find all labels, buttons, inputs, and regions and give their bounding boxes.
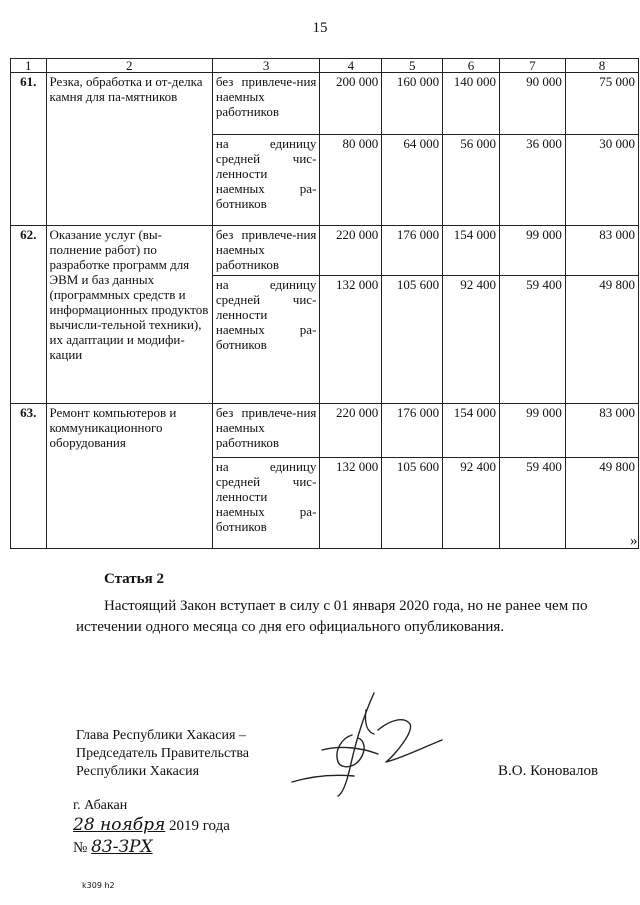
value-cell: 36 000	[499, 135, 565, 226]
value-cell: 56 000	[443, 135, 500, 226]
value-cell: 59 400	[499, 458, 565, 549]
value-cell: 160 000	[382, 73, 443, 135]
value-cell: 220 000	[320, 404, 382, 458]
date-suffix: 2019 года	[169, 818, 230, 834]
value-cell: 132 000	[320, 276, 382, 404]
footer-code: k309 h2	[82, 881, 115, 890]
article-heading: Статья 2	[104, 571, 164, 587]
signatory-line: Председатель Правительства	[76, 746, 249, 761]
handwritten-date: 28 ноября	[73, 815, 166, 835]
row-number: 63.	[11, 404, 47, 549]
category-cell: без привлече-ния наемных работников	[212, 404, 320, 458]
row-number: 61.	[11, 73, 47, 226]
column-header: 5	[382, 59, 443, 73]
value-cell: 30 000	[565, 135, 638, 226]
tax-table	[10, 58, 639, 549]
category-cell: на единицу средней чис-ленности наемных ра-ботников	[212, 458, 320, 549]
value-cell: 154 000	[443, 404, 500, 458]
value-cell: 99 000	[499, 226, 565, 276]
value-cell: 59 400	[499, 276, 565, 404]
law-number	[73, 837, 153, 857]
value-cell: 99 000	[499, 404, 565, 458]
value-cell: 176 000	[382, 404, 443, 458]
category-cell: на единицу средней чис-ленности наемных ра-ботников	[212, 276, 320, 404]
column-header: 4	[320, 59, 382, 73]
signatory-line: Республики Хакасия	[76, 764, 200, 779]
value-cell: 92 400	[443, 458, 500, 549]
category-cell: без привлече-ния наемных работников	[212, 226, 320, 276]
table-row	[11, 73, 639, 135]
number-prefix: №	[73, 840, 88, 856]
value-cell: 49 800	[565, 458, 638, 549]
page-number: 15	[312, 20, 328, 36]
value-cell: 220 000	[320, 226, 382, 276]
table-row	[11, 226, 639, 276]
value-cell: 200 000	[320, 73, 382, 135]
column-header: 8	[565, 59, 638, 73]
value-cell: 92 400	[443, 276, 500, 404]
table-row	[11, 404, 639, 458]
value-cell: 49 800	[565, 276, 638, 404]
place: г. Абакан	[73, 798, 128, 813]
signatory-line: Глава Республики Хакасия –	[76, 728, 246, 743]
activity-cell: Оказание услуг (вы-полнение работ) по разработке программ для ЭВМ и баз данных (программных средств и информационных продуктов вычисли-тельной техники), их адаптации и модифи-кации	[46, 226, 212, 404]
closing-quote: »	[630, 533, 638, 549]
value-cell: 105 600	[382, 276, 443, 404]
column-header: 3	[212, 59, 320, 73]
activity-cell: Резка, обработка и от-делка камня для па-мятников	[46, 73, 212, 226]
value-cell: 64 000	[382, 135, 443, 226]
signing-date	[73, 815, 230, 835]
activity-cell: Ремонт компьютеров и коммуникационного оборудования	[46, 404, 212, 549]
value-cell: 83 000	[565, 226, 638, 276]
value-cell: 80 000	[320, 135, 382, 226]
row-number: 62.	[11, 226, 47, 404]
value-cell: 105 600	[382, 458, 443, 549]
table-header-row	[11, 59, 639, 73]
value-cell: 90 000	[499, 73, 565, 135]
column-header: 7	[499, 59, 565, 73]
value-cell: 176 000	[382, 226, 443, 276]
handwritten-signature	[282, 690, 452, 800]
value-cell: 132 000	[320, 458, 382, 549]
category-cell: на единицу средней чис-ленности наемных ра-ботников	[212, 135, 320, 226]
value-cell: 140 000	[443, 73, 500, 135]
article-paragraph: Настоящий Закон вступает в силу с 01 января 2020 года, но не ранее чем по истечении одного месяца со дня его официального опубликования.	[76, 598, 588, 635]
value-cell: 83 000	[565, 404, 638, 458]
signatory-title	[76, 727, 249, 781]
column-header: 6	[443, 59, 500, 73]
value-cell: 75 000	[565, 73, 638, 135]
category-cell: без привлече-ния наемных работников	[212, 73, 320, 135]
signatory-name: В.О. Коновалов	[498, 763, 599, 779]
value-cell: 154 000	[443, 226, 500, 276]
column-header: 1	[11, 59, 47, 73]
handwritten-number: 83-ЗРХ	[91, 837, 153, 857]
column-header: 2	[46, 59, 212, 73]
